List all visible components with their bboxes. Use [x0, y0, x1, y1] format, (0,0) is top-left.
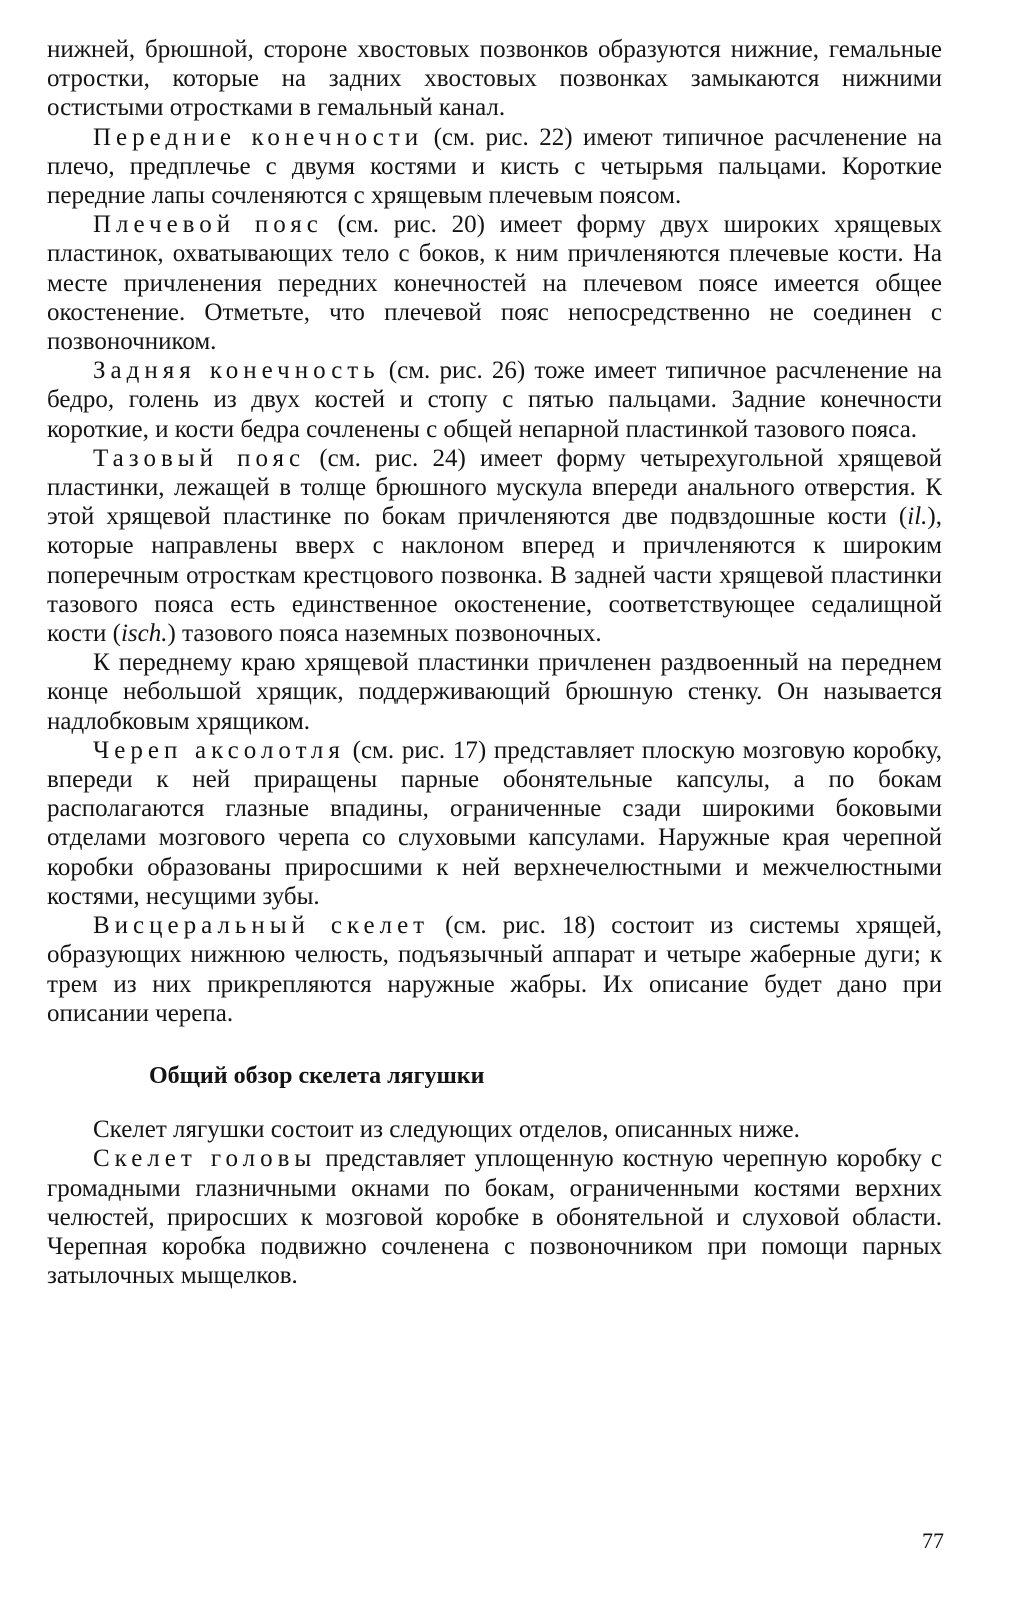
text-shoulder-girdle: (см. рис. 20) имеет форму двух широких хрящевых пластинок, охватывающих тело с боков, к ним причленяются плечевые кости. На месте причленения передних конечностей на плечевом поясе имеется общее окостенение. Отметьте, что плечевой пояс непосредственно не соединен с позвоночником. [47, 211, 942, 356]
paragraph-visceral-skeleton [47, 911, 942, 1028]
paragraph-frog-skeleton-intro: Скелет лягушки состоит из следующих отделов, описанных ниже. [93, 1116, 800, 1144]
page-body [47, 35, 942, 1290]
term-hindlimb: Задняя конечность [93, 357, 380, 385]
term-axolotl-skull: Череп аксолотля [93, 736, 345, 764]
page-number: 77 [922, 1528, 944, 1553]
paragraph-axolotl-skull [47, 736, 942, 911]
text-hindlimb: (см. рис. 26) тоже имеет типичное расчленение на бедро, голень из двух костей и стопу с пятью пальцами. Задние конечности короткие, и кости бедра сочленены с общей непарной пластинкой тазового пояса. [47, 357, 942, 443]
term-visceral-skeleton: Висцеральный скелет [93, 912, 430, 940]
paragraph-forelimbs [47, 123, 942, 211]
text-head-skeleton: представляет уплощенную костную черепную коробку с громадными глазничными окнами по бокам, ограниченными костями верхних челюстей, приросших к мозговой коробке в обонятельной и слуховой области. Черепная коробка подвижно сочленена с позвоночником при помощи парных затылочных мыщелков. [47, 1145, 943, 1290]
paragraph-tail-vertebrae: нижней, брюшной, стороне хвостовых позвонков образуются нижние, гемальные отростки, которые на задних хвостовых позвонках замыкаются нижними остистыми отростками в гемальный канал. [47, 36, 942, 122]
abbr-ilium: il. [907, 503, 928, 531]
term-head-skeleton: Скелет головы [93, 1145, 317, 1173]
paragraph-hindlimb [47, 356, 942, 444]
term-forelimbs: Передние конечности [93, 123, 424, 151]
paragraph-head-skeleton [47, 1144, 942, 1290]
text-pelvic-girdle-c: ) тазового пояса наземных позвоночных. [167, 620, 602, 648]
term-pelvic-girdle: Тазовый пояс [93, 444, 306, 472]
term-shoulder-girdle: Плечевой пояс [93, 211, 323, 239]
text-visceral-skeleton: (см. рис. 18) состоит из системы хрящей, образующих нижнюю челюсть, подъязычный аппарат и четыре жаберные дуги; к трем из них прикрепляются наружные жабры. Их описание будет дано при описании черепа. [47, 912, 942, 1027]
section-heading: Общий обзор скелета лягушки [149, 1062, 485, 1089]
paragraph-prepubic-cartilage: К переднему краю хрящевой пластинки причленен раздвоенный на переднем конце небольшой хрящик, поддерживающий брюшную стенку. Он называется надлобковым хрящиком. [47, 649, 942, 735]
text-pelvic-girdle-b: ), которые направлены вверх с наклоном вперед и причленяются к широким поперечным отросткам крестцового позвонка. В задней части хрящевой пластинки тазового пояса есть единственное окостенение, соответствующее седалищной кости ( [47, 503, 942, 648]
text-forelimbs: (см. рис. 22) имеют типичное расчленение на плечо, предплечье с двумя костями и кисть с четырьмя пальцами. Короткие передние лапы сочленяются с хрящевым плечевым поясом. [47, 123, 942, 210]
text-axolotl-skull: (см. рис. 17) представляет плоскую мозговую коробку, впереди к ней приращены парные обонятельные капсулы, а по бокам располагаются глазные впадины, ограниченные сзади широкими боковыми отделами мозгового черепа со слуховыми капсулами. Наружные края черепной коробки образованы приросшими к ней верхнечелюстными и межчелюстными костями, несущими зубы. [47, 736, 942, 910]
paragraph-pelvic-girdle [47, 444, 942, 648]
paragraph-shoulder-girdle [47, 210, 942, 356]
abbr-ischium: isch. [120, 620, 168, 648]
text-pelvic-girdle-a: (см. рис. 24) имеет форму четырехугольной хрящевой пластинки, лежащей в толще брюшного мускула впереди анального отверстия. К этой хрящевой пластинке по бокам причленяются две подвздошные кости ( [47, 444, 943, 531]
